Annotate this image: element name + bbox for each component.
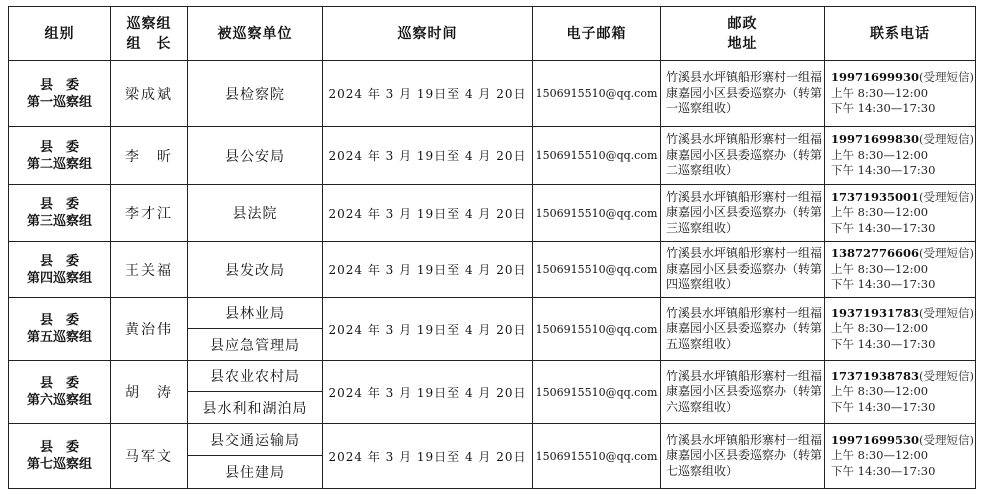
phone-cell: 19371931783(受理短信) 上午 8:30—12:00 下午 14:30—17:30: [825, 298, 976, 361]
period-cell: 2024 年 3 月 19日至 4 月 20日: [323, 61, 533, 127]
group-cell: 县 委 第一巡察组: [9, 61, 111, 127]
phone-cell: 17371935001(受理短信) 上午 8:30—12:00 下午 14:30—17:30: [825, 185, 976, 242]
phone-cell: 13872776606(受理短信) 上午 8:30—12:00 下午 14:30—17:30: [825, 242, 976, 298]
email-cell: 1506915510@qq.com: [533, 242, 661, 298]
header-address: 邮政 地址: [661, 7, 825, 61]
header-leader: 巡察组 组 长: [111, 7, 188, 61]
phone-cell: 19971699830(受理短信) 上午 8:30—12:00 下午 14:30—17:30: [825, 127, 976, 185]
unit-cell: 县农业农村局: [188, 361, 323, 392]
header-email: 电子邮箱: [533, 7, 661, 61]
header-unit: 被巡察单位: [188, 7, 323, 61]
address-cell: 竹溪县水坪镇船形寨村一组福康嘉园小区县委巡察办（转第六巡察组收）: [661, 361, 825, 424]
address-cell: 竹溪县水坪镇船形寨村一组福康嘉园小区县委巡察办（转第七巡察组收）: [661, 424, 825, 489]
leader-cell: 李 昕: [111, 127, 188, 185]
period-cell: 2024 年 3 月 19日至 4 月 20日: [323, 185, 533, 242]
address-cell: 竹溪县水坪镇船形寨村一组福康嘉园小区县委巡察办（转第一巡察组收）: [661, 61, 825, 127]
leader-cell: 黄治伟: [111, 298, 188, 361]
group-cell: 县 委 第五巡察组: [9, 298, 111, 361]
email-cell: 1506915510@qq.com: [533, 361, 661, 424]
unit-cell: 县发改局: [188, 242, 323, 298]
email-cell: 1506915510@qq.com: [533, 61, 661, 127]
table-row: [9, 185, 976, 242]
email-cell: 1506915510@qq.com: [533, 127, 661, 185]
unit-cell: 县应急管理局: [188, 329, 323, 361]
period-cell: 2024 年 3 月 19日至 4 月 20日: [323, 361, 533, 424]
leader-cell: 胡 涛: [111, 361, 188, 424]
address-cell: 竹溪县水坪镇船形寨村一组福康嘉园小区县委巡察办（转第三巡察组收）: [661, 185, 825, 242]
group-cell: 县 委 第六巡察组: [9, 361, 111, 424]
period-cell: 2024 年 3 月 19日至 4 月 20日: [323, 424, 533, 489]
table-row: [9, 298, 976, 329]
address-cell: 竹溪县水坪镇船形寨村一组福康嘉园小区县委巡察办（转第四巡察组收）: [661, 242, 825, 298]
table-row: [9, 424, 976, 456]
table-row: [9, 61, 976, 127]
leader-cell: 马军文: [111, 424, 188, 489]
unit-cell: 县检察院: [188, 61, 323, 127]
table-row: [9, 242, 976, 298]
inspection-schedule-table: [8, 6, 976, 489]
header-period: 巡察时间: [323, 7, 533, 61]
group-cell: 县 委 第二巡察组: [9, 127, 111, 185]
unit-cell: 县公安局: [188, 127, 323, 185]
phone-cell: 17371938783(受理短信) 上午 8:30—12:00 下午 14:30—17:30: [825, 361, 976, 424]
header-group: 组别: [9, 7, 111, 61]
leader-cell: 梁成斌: [111, 61, 188, 127]
group-cell: 县 委 第四巡察组: [9, 242, 111, 298]
header-phone: 联系电话: [825, 7, 976, 61]
header-row: [9, 7, 976, 61]
address-cell: 竹溪县水坪镇船形寨村一组福康嘉园小区县委巡察办（转第二巡察组收）: [661, 127, 825, 185]
email-cell: 1506915510@qq.com: [533, 185, 661, 242]
table-row: [9, 361, 976, 392]
period-cell: 2024 年 3 月 19日至 4 月 20日: [323, 242, 533, 298]
unit-cell: 县交通运输局: [188, 424, 323, 456]
leader-cell: 李才江: [111, 185, 188, 242]
phone-cell: 19971699930(受理短信) 上午 8:30—12:00 下午 14:30—17:30: [825, 61, 976, 127]
leader-cell: 王关福: [111, 242, 188, 298]
unit-cell: 县林业局: [188, 298, 323, 329]
email-cell: 1506915510@qq.com: [533, 298, 661, 361]
group-cell: 县 委 第七巡察组: [9, 424, 111, 489]
group-cell: 县 委 第三巡察组: [9, 185, 111, 242]
unit-cell: 县法院: [188, 185, 323, 242]
phone-cell: 19971699530(受理短信) 上午 8:30—12:00 下午 14:30—17:30: [825, 424, 976, 489]
table-row: [9, 127, 976, 185]
period-cell: 2024 年 3 月 19日至 4 月 20日: [323, 127, 533, 185]
period-cell: 2024 年 3 月 19日至 4 月 20日: [323, 298, 533, 361]
unit-cell: 县住建局: [188, 456, 323, 489]
address-cell: 竹溪县水坪镇船形寨村一组福康嘉园小区县委巡察办（转第五巡察组收）: [661, 298, 825, 361]
unit-cell: 县水利和湖泊局: [188, 392, 323, 424]
email-cell: 1506915510@qq.com: [533, 424, 661, 489]
